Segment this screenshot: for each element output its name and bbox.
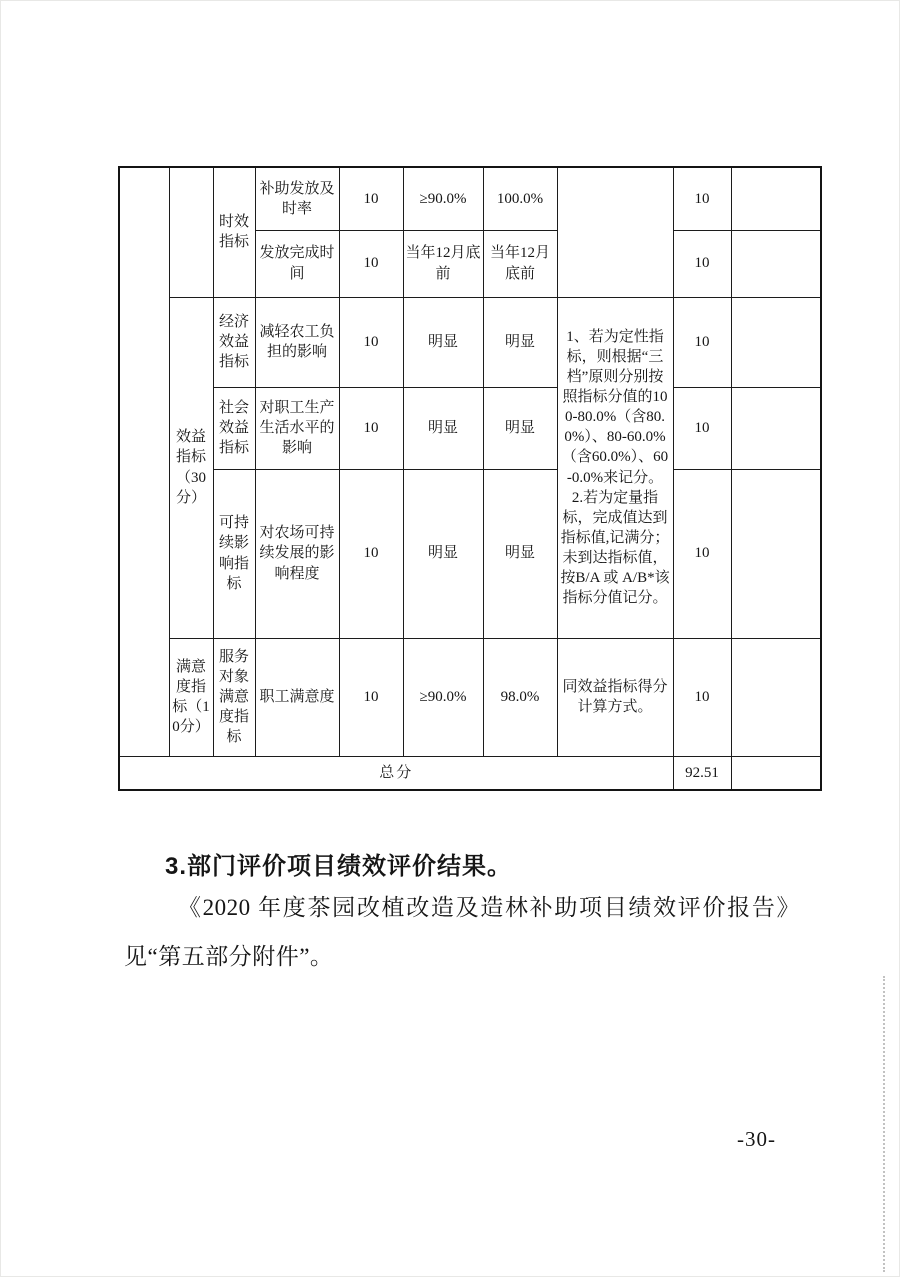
cell-points: 10 bbox=[339, 638, 403, 756]
cell-score: 10 bbox=[673, 387, 731, 469]
cell-actual: 98.0% bbox=[483, 638, 557, 756]
cell-indicator: 减轻农工负担的影响 bbox=[255, 297, 339, 387]
table-row bbox=[119, 387, 821, 469]
table-row bbox=[119, 469, 821, 638]
cell-indicator: 对职工生产生活水平的影响 bbox=[255, 387, 339, 469]
cell-target: 当年12月底前 bbox=[403, 230, 483, 297]
cell-points: 10 bbox=[339, 297, 403, 387]
cell-target: ≥90.0% bbox=[403, 638, 483, 756]
indicator-table bbox=[118, 166, 822, 791]
cell-remark bbox=[731, 230, 821, 297]
cell-subcategory: 社会效益指标 bbox=[213, 387, 255, 469]
cell-points: 10 bbox=[339, 167, 403, 230]
total-score-cell: 92.51 bbox=[673, 756, 731, 790]
total-row bbox=[119, 756, 821, 790]
cell-method bbox=[557, 167, 673, 297]
cell-subcategory: 时效指标 bbox=[213, 167, 255, 297]
cell-target: 明显 bbox=[403, 469, 483, 638]
cell-actual: 100.0% bbox=[483, 167, 557, 230]
cell-indicator: 补助发放及时率 bbox=[255, 167, 339, 230]
cell-target: ≥90.0% bbox=[403, 167, 483, 230]
cell-remark bbox=[731, 297, 821, 387]
cell-subcategory: 经济效益指标 bbox=[213, 297, 255, 387]
cell-score: 10 bbox=[673, 167, 731, 230]
cell-actual: 明显 bbox=[483, 387, 557, 469]
scan-artifact-dotted-line bbox=[883, 976, 885, 1272]
cell-scoring-method-note bbox=[557, 297, 673, 638]
scoring-note-part-2: 2.若为定量指标，完成值达到指标值,记满分；未到达指标值，按B/A 或 A/B*该指标分值记分。 bbox=[560, 489, 670, 607]
cell-remark bbox=[731, 469, 821, 638]
cell-actual: 明显 bbox=[483, 469, 557, 638]
cell-category: 效益指标（30分） bbox=[169, 297, 213, 638]
cell-indicator: 发放完成时间 bbox=[255, 230, 339, 297]
cell-remark bbox=[731, 387, 821, 469]
cell-points: 10 bbox=[339, 469, 403, 638]
table-row bbox=[119, 297, 821, 387]
body-paragraph: 《2020 年度茶园改植改造及造林补助项目绩效评价报告》见“第五部分附件”。 bbox=[124, 895, 800, 969]
cell-points: 10 bbox=[339, 387, 403, 469]
cell-category: 满意度指标（10分） bbox=[169, 638, 213, 756]
total-label-cell: 总分 bbox=[119, 756, 673, 790]
cell-score: 10 bbox=[673, 469, 731, 638]
page-number: -30- bbox=[737, 1127, 776, 1151]
cell-subcategory: 服务对象满意度指标 bbox=[213, 638, 255, 756]
cell-target: 明显 bbox=[403, 297, 483, 387]
cell-points: 10 bbox=[339, 230, 403, 297]
cell-score: 10 bbox=[673, 230, 731, 297]
cell-category bbox=[169, 167, 213, 297]
cell-actual: 当年12月底前 bbox=[483, 230, 557, 297]
cell-indicator: 职工满意度 bbox=[255, 638, 339, 756]
scoring-note-part-1: 1、若为定性指标，则根据“三档”原则分别按照指标分值的100-80.0%（含80.0%）、80-60.0%（含60.0%）、60-0.0%来记分。 bbox=[561, 328, 669, 486]
cell-actual: 明显 bbox=[483, 297, 557, 387]
total-remark-cell bbox=[731, 756, 821, 790]
cell-method: 同效益指标得分计算方式。 bbox=[557, 638, 673, 756]
cell-remark bbox=[731, 638, 821, 756]
cell-score: 10 bbox=[673, 638, 731, 756]
cell-indicator: 对农场可持续发展的影响程度 bbox=[255, 469, 339, 638]
cell-score: 10 bbox=[673, 297, 731, 387]
cell-left-spacer bbox=[119, 167, 169, 756]
table-row bbox=[119, 638, 821, 756]
cell-subcategory: 可持续影响指标 bbox=[213, 469, 255, 638]
table-row bbox=[119, 167, 821, 230]
section-heading: 3.部门评价项目绩效评价结果。 bbox=[165, 853, 513, 880]
cell-target: 明显 bbox=[403, 387, 483, 469]
cell-remark bbox=[731, 167, 821, 230]
